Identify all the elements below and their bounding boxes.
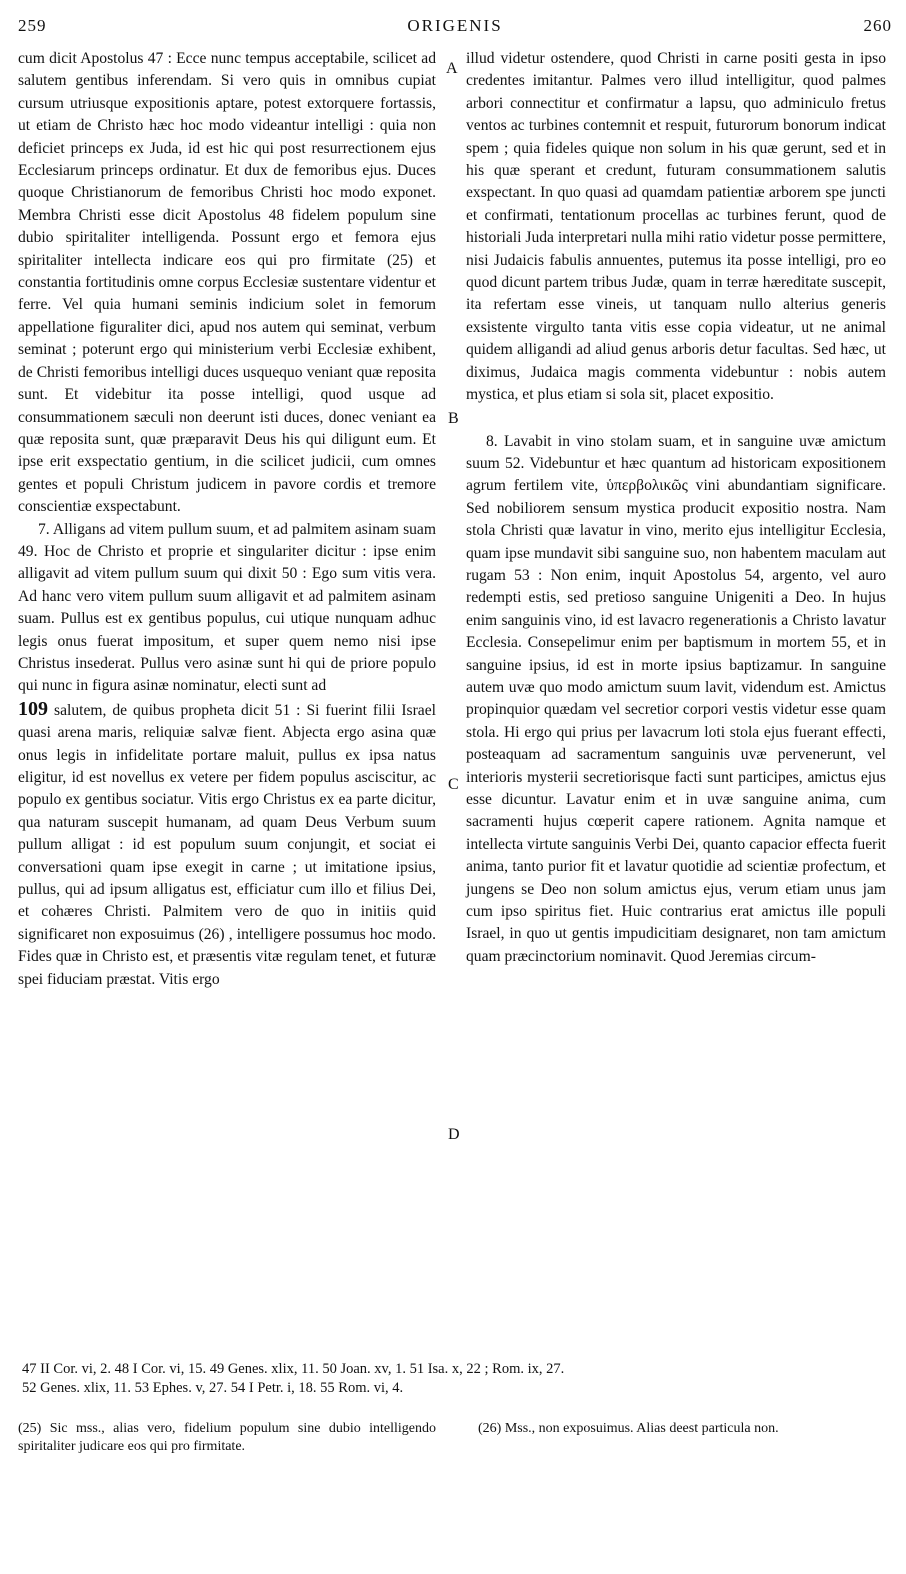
footnote-line-1: 47 II Cor. vi, 2. 48 I Cor. vi, 15. 49 Genes. xlix, 11. 50 Joan. xv, 1. 51 Isa. x, 22 ; Rom. ix, 27. [22,1361,565,1377]
editorial-note-26: (26) Mss., non exposuimus. Alias deest particula non. [478,1421,779,1436]
margin-marker-b: B [448,410,459,427]
footnote-line-2: 52 Genes. xlix, 11. 53 Ephes. v, 27. 54 I Petr. i, 18. 55 Rom. vi, 4. [22,1380,404,1396]
right-paragraph-2: 8. Lavabit in vino stolam suam, et in sanguine uvæ amictum suum 52. Videbuntur et hæc quantum ad historicam expositionem agrum fertilem vite, ὑπερβολικῶς vini abundantiam significare. Sed nobiliorem sensum mystica producit expositio nostra. Nam stola Christi quæ lavatur in vino, merito ejus intelligitur Ecclesia, quam ipse mundavit sibi sanguine suo, non habentem maculam aut rugam 53 : Non enim, inquit Apostolus 54, argento, vel auro redempti estis, sed pretioso sanguine Unigeniti a Deo. In hujus enim sanguinis vino, id est lavacro regenerationis a Christo lavatur Ecclesia. Consepelimur enim per baptismum in mortem 55, et in sanguine ipsius, id est in morte ipsius baptizamur. In sanguine autem uvæ quo modo amictum suum lavit, videndum est. Amictus propinquior quædam vel secretior corpori vestis videtur esse quam stola. Hi ergo qui prius per lavacrum loti stola ejus fuerant effecti, posteaquam ad sacramentum sanguinis uvæ pervenerunt, vel interioris mysterii secretiorisque facti sunt participes, amictus ejus esse dicuntur. Lavatur enim et in uvæ sanguine anima, cum sacramenti hujus cœperit capere rationem. Agnita namque et intellecta virtute sanguinis Verbi Dei, quanto capacior effecta fuerit anima, tanto purior fit et lavatur quotidie ad scientiæ profectum, et jungens se Deo non solum amictus ejus, verum etiam unus jam cum ipso spiritus fiet. Huic contrarius erat amictus ille populi Israel, in quo ut gentis impudicitiam designaret, non tam amictum quam præcinctorium nominavit. Quod Jeremias circum- [466,432,886,965]
left-paragraph-1: cum dicit Apostolus 47 : Ecce nunc tempus acceptabile, scilicet ad salutem gentibus inferendam. Si vero quis in omnibus cupiat cursum utriusque expositionis aptare, potest extorquere fortassis, ut etiam de Christo hæc hoc modo videantur intelligi : quia non deficiet princeps ex Juda, id est hic qui post resurrectionem ejus Ecclesiarum princeps ordinatur. Et dux de femoribus ejus. Duces quoque Christianorum de femoribus Christi hoc modo exponet. Membra Christi esse dicit Apostolus 48 fidelem populum sine dubio spiritaliter intelligenda. Possunt ergo et femora ejus spiritaliter intellecta indicare eos qui pro firmitate (25) et constantia fortitudinis omne corpus Ecclesiæ sustentare videntur et ferre. Vel quia humani seminis indicium solet in femorum appellatione figuraliter dici, apud nos autem qui seminat, verbum seminat ; poterunt ergo qui ministerium verbi Ecclesiæ exhibent, de Christi femoribus intelligi duces usquequo veniant quæ reposita sunt. Et videbitur ita posse intelligi, quod usque ad consummationem sæculi non deerunt isti duces, donec veniant ea quæ reposita sunt, quæ præparavit Deus his qui diligunt eum. Et ipse erit exspectatio gentium, in die scilicet judicii, cum omnes gentes et populi Christum judicem in pavore cordis et tremore conscientiæ exspectabunt. [18,50,436,516]
page-number-left: 259 [18,16,47,35]
margin-marker-a: A [446,60,458,77]
right-column [466,48,886,968]
column-number: 109 [18,697,48,720]
left-paragraph-2-continued [18,698,436,991]
left-paragraph-2a: 7. Alligans ad vitem pullum suum, et ad palmitem asinam suam 49. Hoc de Christo et proprie et singulariter dicitur : ipse enim alligavit ad vitem pullum suum qui dixit 50 : Ego sum vitis vera. Ad hanc vero vitem pullum suum alligavit et ad palmitem asinam suam. Pullus est ex gentibus populus, cui utique nunquam adhuc legis onus fuerat impositum, et super quem nemo nisi ipse Christus insederat. Pullus vero asinæ sunt hi qui de priore populo qui nunc in figura asinæ nominatur, electi sunt ad [18,520,436,695]
left-paragraph-2 [18,519,436,698]
page-number-right: 260 [863,16,892,35]
editorial-note-25: (25) Sic mss., alias vero, fidelium populum sine dubio intelligendo spiritaliter judicare eos qui pro firmitate. [18,1421,436,1454]
running-title: ORIGENIS [407,16,503,35]
running-header [18,8,892,46]
left-column [18,48,436,991]
left-paragraph-2b: salutem, de quibus propheta dicit 51 : Si fuerint filii Israel quasi arena maris, reliquiæ salvæ fient. Abjecta ergo asina quæ onus legis in infidelitate portare maluit, pullus ex ipsa natus eligitur, id est novellus ex vetere per fidem populus asciscitur, ac populo ex gentibus sociatur. Vitis ergo Christus ex ea parte dicitur, qua naturam suscepit humanam, ad quam Deus Verbum suum pullum alligat : id est populum suum conjungit, et sociat ei conversationi quam ipse exegit in carne ; ut imitatione ipsius, pullus, qui ad ipsum alligatus est, efficiatur cum illo et filius Dei, et cohæres Christi. Palmitem vero de quo in initiis quid significaret non exposuimus (26) , intelligere possumus hoc modo. Fides quæ in Christo est, et præsentis vitæ regulam tenet, et futuræ spei fiduciam præstat. Vitis ergo [18,701,436,988]
page [18,8,892,1568]
margin-marker-c: C [448,776,459,793]
right-paragraph-1: illud videtur ostendere, quod Christi in carne positi gesta in ipso credentes imitantur. Palmes vero illud intelligitur, quod palmes arbori connectitur et confirmatur a lapsu, quo adminiculo fretus ventos ac turbines contemnit et respuit, futurorum bonorum indicat spem ; quia fideles quique non solum in his quæ gerunt, sed et in his quæ sperant et credunt, futuram consummationem salutis exspectant. In quo quasi ad quamdam patientiæ arborem spe juncti et confirmati, tentationum procellas ac turbines ferunt, quod de historiali Juda interpretari nulla mihi ratio videtur posse permittere, nisi Judaicis fabulis annuentes, putemus ita posse intelligi, pro eo quod dicunt partem tribus Judæ, quam in terræ hæreditate suscepit, ita refertam esse vineis, ut tanquam nullo alterius generis exsistente virgulto tanta vitis esse copia videatur, ut ne animal quidem alligandi ad aliud genus arboris detur facultas. Sed hæc, ut diximus, Judaica magis commenta videbuntur : nobis autem mystica, et plus etiam si sola sit, placet expositio. [466,50,886,404]
margin-marker-d: D [448,1126,460,1143]
footnotes [18,1360,892,1398]
